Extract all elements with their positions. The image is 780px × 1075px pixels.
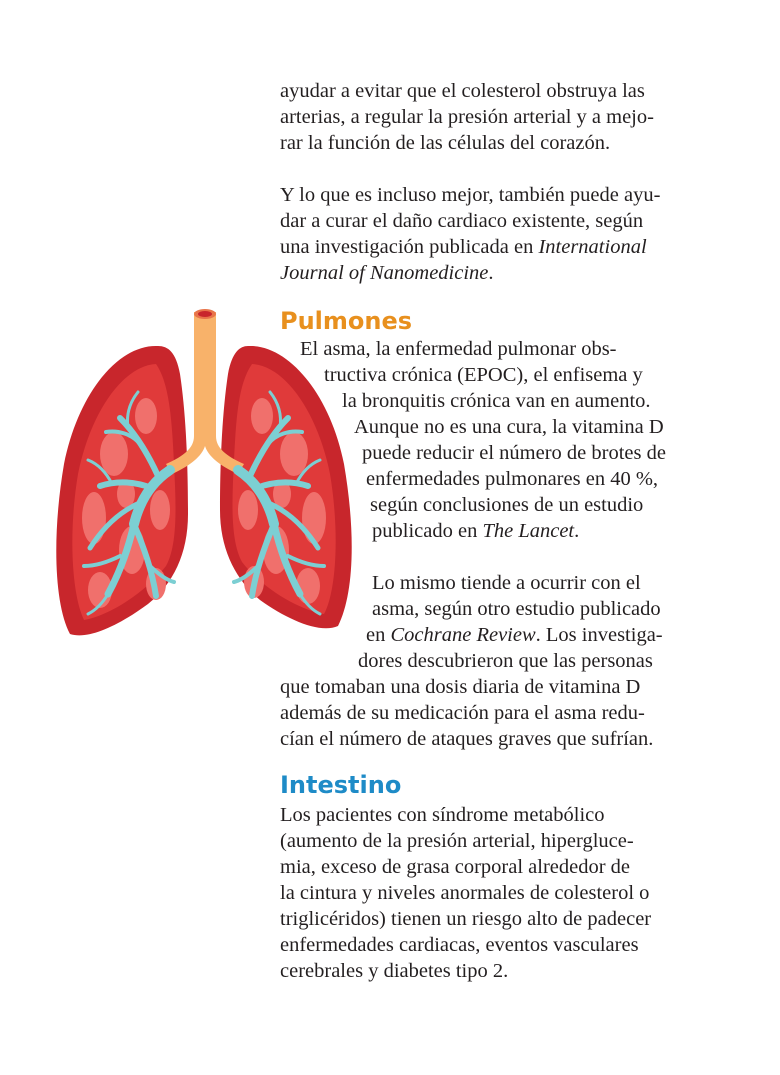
text-line: puede reducir el número de brotes de [362,442,666,464]
text-span: . [574,520,580,542]
text-line: cerebrales y diabetes tipo 2. [280,960,509,982]
journal-name: Cochrane Review [390,624,536,646]
text-line: dar a curar el daño cardiaco existente, según [280,210,644,232]
text-line: además de su medicación para el asma redu- [280,702,645,724]
text-line: tructiva crónica (EPOC), el enfisema y [324,364,643,386]
text-line: enfermedades cardiacas, eventos vasculares [280,934,639,956]
text-line [280,234,647,260]
journal-name: International [538,236,647,258]
text-line: Y lo que es incluso mejor, también puede ayu- [280,184,661,206]
section-heading-pulmones: Pulmones [280,307,413,335]
text-line: cían el número de ataques graves que sufrían. [280,728,654,750]
text-line [280,260,494,286]
text-line: El asma, la enfermedad pulmonar obs- [300,338,617,360]
text-line: Los pacientes con síndrome metabólico [280,804,605,826]
text-line [372,518,579,544]
text-line: Lo mismo tiende a ocurrir con el [372,572,641,594]
text-line: asma, según otro estudio publicado [372,598,661,620]
text-line: la bronquitis crónica van en aumento. [342,390,651,412]
text-line: que tomaban una dosis diaria de vitamina D [280,676,641,698]
text-span: una investigación publicada en [280,236,539,258]
text-line: rar la función de las células del corazón. [280,132,611,154]
text-line: dores descubrieron que las personas [358,650,653,672]
text-line: mia, exceso de grasa corporal alrededor de [280,856,631,878]
text-line: arterias, a regular la presión arterial y a mejo- [280,106,654,128]
text-line: enfermedades pulmonares en 40 %, [366,468,659,490]
text-span: . [488,262,494,284]
text-line: ayudar a evitar que el colesterol obstruya las [280,80,645,102]
text-line: la cintura y niveles anormales de colesterol o [280,882,650,904]
text-line: Aunque no es una cura, la vitamina D [354,416,664,438]
text-span: . Los investiga- [535,624,663,646]
text-line [366,622,663,648]
journal-name: Journal of Nanomedicine [280,262,489,284]
text-line: triglicéridos) tienen un riesgo alto de padecer [280,908,652,930]
journal-name: The Lancet [482,520,575,542]
section-heading-intestino: Intestino [280,771,402,799]
text-span: en [366,624,391,646]
text-line: (aumento de la presión arterial, hiperglucе- [280,830,634,852]
text-line: según conclusiones de un estudio [370,494,644,516]
text-span: publicado en [372,520,483,542]
